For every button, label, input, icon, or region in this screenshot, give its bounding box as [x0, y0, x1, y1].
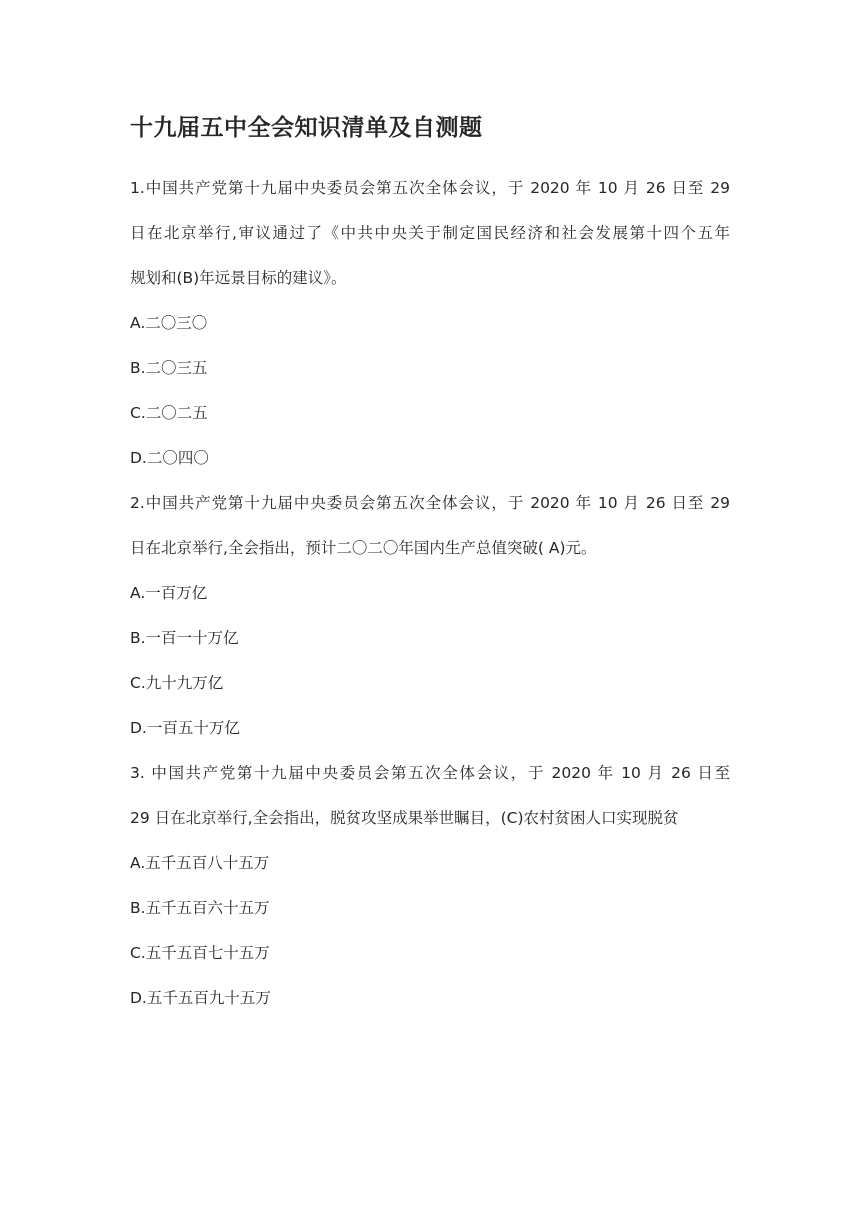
option-c: C.五千五百七十五万	[130, 944, 270, 962]
option-b: B.五千五百六十五万	[130, 899, 270, 917]
question-line: 规划和(B)年远景目标的建议》。	[130, 269, 347, 287]
document-body	[130, 110, 730, 1021]
question-line: 2.中国共产党第十九届中央委员会第五次全体会议，于 2020 年 10 月 26 日至 29	[130, 494, 730, 512]
question-text	[130, 166, 730, 301]
question-line: 日在北京举行,审议通过了《中共中央关于制定国民经济和社会发展第十四个五年	[130, 224, 730, 242]
question-2	[130, 481, 730, 751]
option-d: D.二〇四〇	[130, 449, 209, 467]
option-a: A.二〇三〇	[130, 314, 208, 332]
option-c: C.二〇二五	[130, 404, 208, 422]
option-d: D.一百五十万亿	[130, 719, 240, 737]
option-a: A.五千五百八十五万	[130, 854, 270, 872]
question-line: 1.中国共产党第十九届中央委员会第五次全体会议，于 2020 年 10 月 26 日至 29	[130, 179, 730, 197]
option-d: D.五千五百九十五万	[130, 989, 271, 1007]
option-b: B.一百一十万亿	[130, 629, 239, 647]
question-line: 29 日在北京举行,全会指出，脱贫攻坚成果举世瞩目，(C)农村贫困人口实现脱贫	[130, 809, 679, 827]
question-line: 日在北京举行,全会指出，预计二〇二〇年国内生产总值突破( A)元。	[130, 539, 597, 557]
option-a: A.一百万亿	[130, 584, 208, 602]
question-line: 3. 中国共产党第十九届中央委员会第五次全体会议，于 2020 年 10 月 26 日至	[130, 764, 730, 782]
question-list	[130, 166, 730, 1021]
question-text	[130, 481, 730, 571]
question-3	[130, 751, 730, 1021]
question-text	[130, 751, 730, 841]
question-1	[130, 166, 730, 481]
option-b: B.二〇三五	[130, 359, 208, 377]
document-title: 十九届五中全会知识清单及自测题	[130, 115, 483, 141]
option-c: C.九十九万亿	[130, 674, 224, 692]
